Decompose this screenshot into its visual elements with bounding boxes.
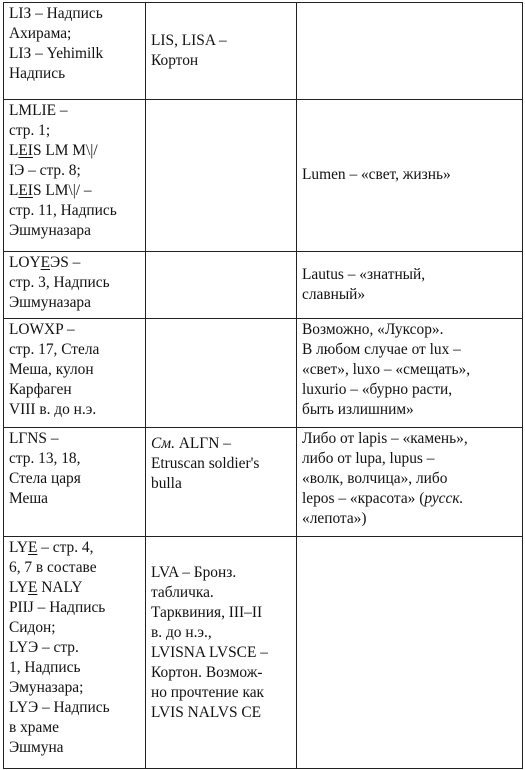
cell-etruscan: LIS, LISA – Кортон [146, 3, 297, 100]
cell-inscription: LYE – стр. 4, 6, 7 в составе LYE NALY PIIJ – Надпись Сидон; LYЭ – стр. 1, Надпись Эмуназара; LYЭ – Надпись в храме Эшмуна [4, 537, 146, 769]
cell-latin: Возможно, «Луксор». В любом случае от lux – «свет», luxo – «смещать», luxurio – «бурно расти, быть излишним» [297, 319, 523, 428]
cell-inscription: LOWXP – стр. 17, Стела Меша, кулон Карфаген VIII в. до н.э. [4, 319, 146, 428]
cell-etruscan [146, 100, 297, 252]
cell-inscription: LIЗ – Надпись Ахирама; LIЗ – Yehimilk Надпись [4, 3, 146, 100]
glossary-table [3, 2, 523, 769]
cell-etruscan [146, 252, 297, 319]
table-row [4, 428, 523, 537]
table-row [4, 252, 523, 319]
table-row [4, 100, 523, 252]
cell-etruscan [146, 319, 297, 428]
cell-etruscan: LVA – Бронз. табличка. Тарквиния, III–II в. до н.э., LVISNA LVSCE – Кортон. Возмож- но прочтение как LVIS NALVS CE [146, 537, 297, 769]
cell-inscription: LΓNS – стр. 13, 18, Стела царя Меша [4, 428, 146, 537]
cell-latin: Lautus – «знатный, славный» [297, 252, 523, 319]
table-row [4, 3, 523, 100]
cell-latin [297, 3, 523, 100]
cell-latin: Lumen – «свет, жизнь» [297, 100, 523, 252]
cell-etruscan: См. ALΓN – Etruscan soldier's bulla [146, 428, 297, 537]
cell-inscription: LOYEЭS – стр. 3, Надпись Эшмуназара [4, 252, 146, 319]
cell-latin [297, 537, 523, 769]
cell-inscription: LMLIE – стр. 1; LEIS LM M\|/ IЭ – стр. 8; LEIS LM\|/ – стр. 11, Надпись Эшмуназара [4, 100, 146, 252]
table-row [4, 537, 523, 769]
table-row [4, 319, 523, 428]
cell-latin: Либо от lapis – «камень», либо от lupa, lupus – «волк, волчица», либо lepos – «красота» (русск. «лепота») [297, 428, 523, 537]
